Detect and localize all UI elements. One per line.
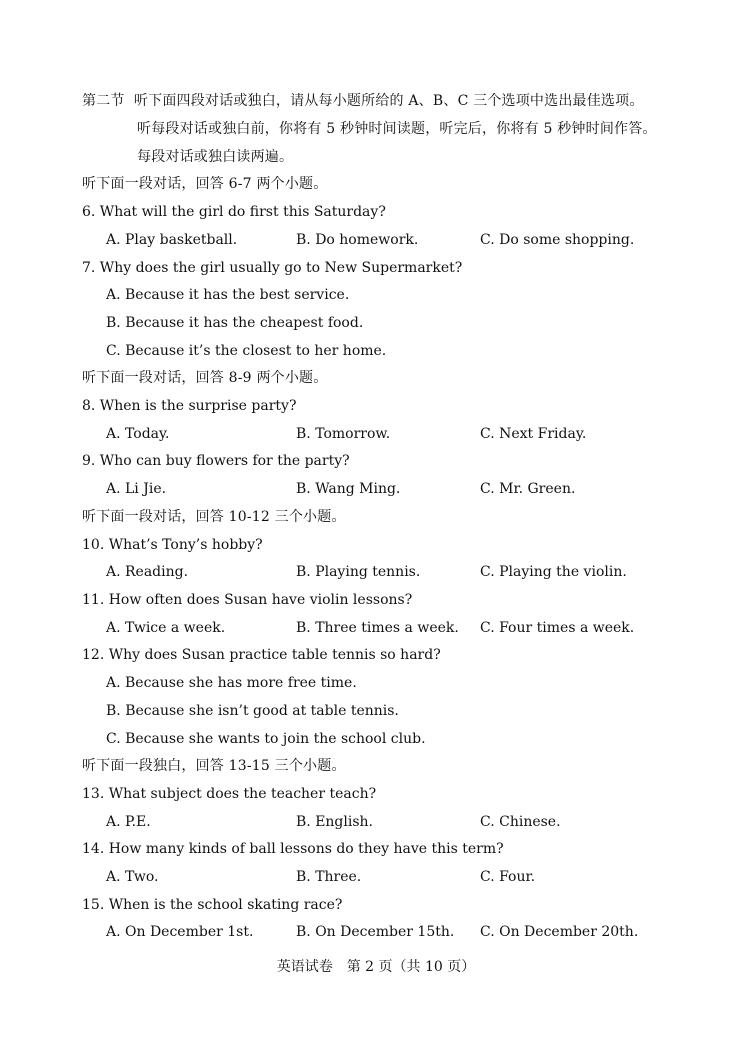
option-a: A. Because it has the best service.: [106, 287, 350, 303]
option-b: B. Because it has the cheapest food.: [106, 315, 364, 331]
option-c: C. Four times a week.: [480, 620, 635, 636]
option-c: C. Four.: [480, 869, 536, 885]
option-b: B. Three times a week.: [296, 620, 459, 636]
option-c: C. Chinese.: [480, 814, 561, 830]
option-c: C. Do some shopping.: [480, 232, 635, 248]
option-b: B. Three.: [296, 869, 362, 885]
option-c: C. On December 20th.: [480, 924, 639, 940]
question-stem: 6. What will the girl do first this Saturday?: [82, 204, 386, 220]
group-intro: 听下面一段对话，回答 6-7 两个小题。: [82, 176, 328, 192]
option-a: A. On December 1st.: [106, 924, 254, 940]
question-stem: 8. When is the surprise party?: [82, 398, 297, 414]
option-a: A. Reading.: [106, 564, 189, 580]
section-instruction-2: 听每段对话或独白前，你将有 5 秒钟时间读题，听完后，你将有 5 秒钟时间作答。: [137, 121, 657, 137]
option-a: A. Twice a week.: [106, 620, 226, 636]
option-b: B. On December 15th.: [296, 924, 455, 940]
question-stem: 7. Why does the girl usually go to New Supermarket?: [82, 260, 463, 276]
section-instruction-1: 听下面四段对话或独白，请从每小题所给的 A、B、C 三个选项中选出最佳选项。: [133, 93, 644, 109]
question-stem: 13. What subject does the teacher teach?: [82, 786, 377, 802]
option-a: A. Because she has more free time.: [106, 675, 357, 691]
question-stem: 15. When is the school skating race?: [82, 897, 343, 913]
section-label: 第二节: [82, 93, 125, 109]
question-stem: 12. Why does Susan practice table tennis so hard?: [82, 647, 441, 663]
question-stem: 14. How many kinds of ball lessons do they have this term?: [82, 841, 504, 857]
page-footer: 英语试卷 第 2 页（共 10 页）: [276, 959, 476, 975]
option-a: A. Play basketball.: [106, 232, 238, 248]
option-c: C. Mr. Green.: [480, 481, 576, 497]
option-b: B. Playing tennis.: [296, 564, 421, 580]
option-c: C. Playing the violin.: [480, 564, 627, 580]
option-a: A. P.E.: [106, 814, 151, 830]
question-stem: 11. How often does Susan have violin lessons?: [82, 592, 413, 608]
option-c: C. Because she wants to join the school club.: [106, 731, 426, 747]
option-b: B. Tomorrow.: [296, 426, 391, 442]
section-heading: [82, 92, 644, 110]
group-intro: 听下面一段对话，回答 8-9 两个小题。: [82, 370, 328, 386]
option-b: B. English.: [296, 814, 373, 830]
section-instruction-3: 每段对话或独白读两遍。: [137, 149, 294, 165]
option-b: B. Do homework.: [296, 232, 419, 248]
group-intro: 听下面一段对话，回答 10-12 三个小题。: [82, 509, 346, 525]
option-a: A. Li Jie.: [106, 481, 167, 497]
option-b: B. Wang Ming.: [296, 481, 401, 497]
option-c: C. Because it’s the closest to her home.: [106, 343, 387, 359]
question-stem: 9. Who can buy flowers for the party?: [82, 453, 350, 469]
option-a: A. Two.: [106, 869, 159, 885]
option-a: A. Today.: [106, 426, 170, 442]
option-b: B. Because she isn’t good at table tennis.: [106, 703, 399, 719]
option-c: C. Next Friday.: [480, 426, 587, 442]
group-intro: 听下面一段独白，回答 13-15 三个小题。: [82, 758, 346, 774]
question-stem: 10. What’s Tony’s hobby?: [82, 537, 263, 553]
